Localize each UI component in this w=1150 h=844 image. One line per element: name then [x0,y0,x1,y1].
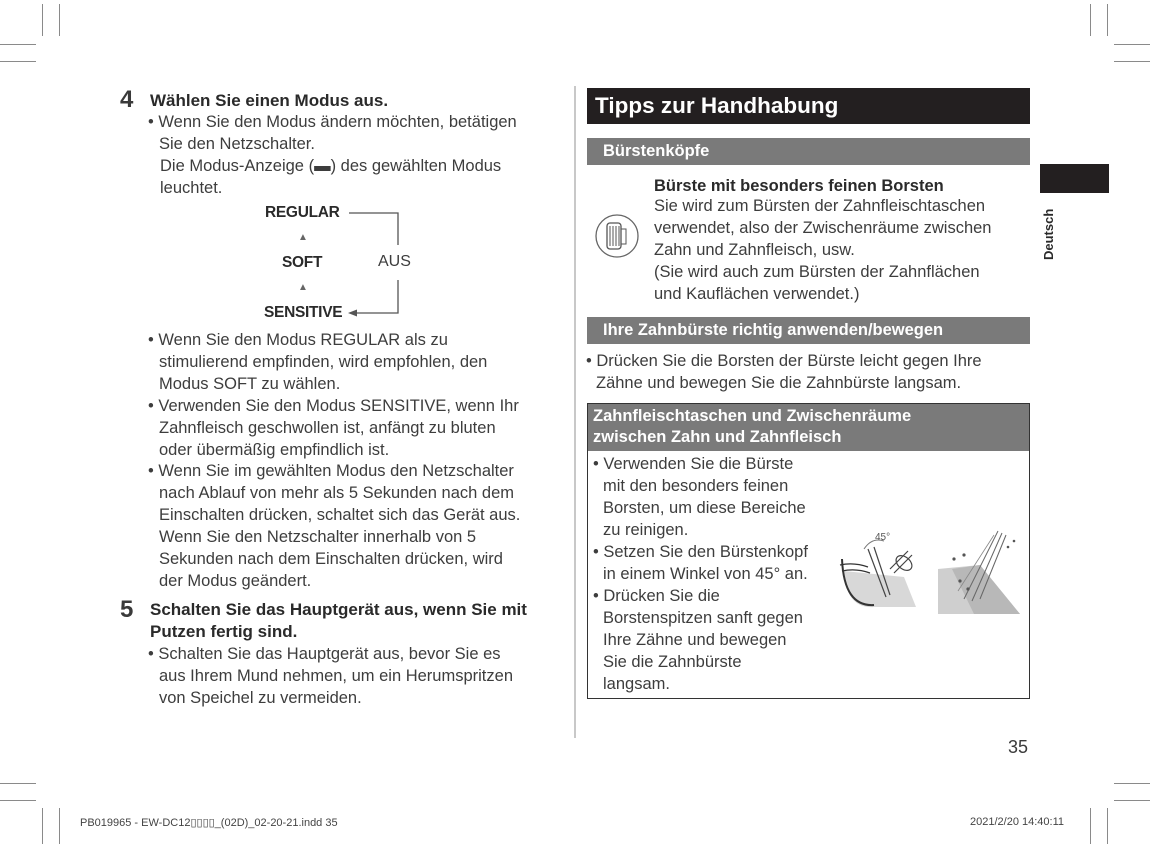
crop-mark [1090,4,1091,36]
step-4-bullet-1: • Wenn Sie den Modus ändern möchten, betätigen Sie den Netzschalter. [148,111,579,155]
crop-mark [1107,808,1108,844]
crop-mark [59,4,60,36]
bristle-detail-illustration [934,529,1024,619]
step-4-bullet-3: • Verwenden Sie den Modus SENSITIVE, wenn Ihr Zahnfleisch geschwollen ist, anfängt zu bluten oder übermäßig empfindlich ist. [148,395,579,461]
gum-pockets-bullet-3: • Drücken Sie die Borstenspitzen sanft gegen Ihre Zähne und bewegen Sie die Zahnbürste langsam. [593,585,853,695]
angle-label: 45° [875,532,891,543]
crop-mark [42,4,43,36]
gum-pockets-bullet-1: • Verwenden Sie die Bürste mit den besonders feinen Borsten, um diese Bereiche zu reinigen. [593,453,853,541]
step-5-bullet-1: • Schalten Sie das Hauptgerät aus, bevor Sie es aus Ihrem Mund nehmen, um ein Herumspritzen von Speichel zu vermeiden. [148,643,579,709]
brush-head-icon [593,211,641,261]
mode-off-label: AUS [378,253,411,270]
crop-mark [59,808,60,844]
page-number: 35 [1008,737,1029,757]
crop-mark [1114,800,1150,801]
language-tab-marker [1040,164,1109,193]
crop-mark [1114,783,1150,784]
step-4-bullet-4: • Wenn Sie im gewählten Modus den Netzschalter nach Ablauf von mehr als 5 Sekunden nach dem Einschalten drücken, schaltet sich das Gerät aus. Wenn Sie den Netzschalter innerhalb von 5 Sekunden nach dem Einschalten drücken, wird der Modus geändert. [148,460,579,592]
language-tab-label: Deutsch [1041,208,1056,260]
mode-sensitive-label: SENSITIVE [264,304,343,321]
step-4-number: 4 [120,86,134,113]
extra-fine-brush-text: Sie wird zum Bürsten der Zahnfleischtaschen verwendet, also der Zwischenräume zwischen Zahn und Zahnfleisch, usw. (Sie wird auch zum Bürsten der Zahnflächen und Kauflächen verwendet.) [654,197,992,303]
mode-cycle-connector [340,205,410,320]
mode-regular-label: REGULAR [265,204,340,221]
step-5-title: Schalten Sie das Hauptgerät aus, wenn Sie mit Putzen fertig sind. [150,600,527,641]
crop-mark [1114,44,1150,45]
crop-mark [0,800,36,801]
column-divider [574,86,576,738]
section-usage-heading: Ihre Zahnbürste richtig anwenden/bewegen [587,317,1030,344]
crop-mark [42,808,43,844]
crop-mark [1114,61,1150,62]
step-4-mode-indicator-note: Die Modus-Anzeige (▬) des gewählten Modus leuchtet. [160,157,502,197]
arrow-up-icon: ▲ [298,282,308,293]
usage-bullet: • Drücken Sie die Borsten der Bürste leicht gegen Ihre Zähne und bewegen Sie die Zahnbürste langsam. [586,350,1040,394]
crop-mark [1090,808,1091,844]
crop-mark [0,61,36,62]
section-brush-heads-heading: Bürstenköpfe [587,138,1030,165]
crop-mark [0,44,36,45]
footer-file-info: PB019965 - EW-DC12▯▯▯▯_(02D)_02-20-21.indd 35 [80,817,338,829]
step-4-bullet-2: • Wenn Sie den Modus REGULAR als zu stimulierend empfinden, wird empfohlen, den Modus SOFT zu wählen. [148,329,579,395]
step-4-title: Wählen Sie einen Modus aus. [150,91,389,110]
gum-pockets-box [587,403,1030,699]
step-5-number: 5 [120,596,134,623]
crop-mark [1107,4,1108,36]
crop-mark [0,783,36,784]
footer-datetime: 2021/2/20 14:40:11 [970,816,1064,828]
main-heading: Tipps zur Handhabung [587,88,1030,124]
arrow-up-icon: ▲ [298,232,308,243]
mode-soft-label: SOFT [282,254,323,271]
gum-pockets-bullet-2: • Setzen Sie den Bürstenkopf in einem Winkel von 45° an. [593,541,853,585]
gum-pockets-heading: Zahnfleischtaschen und Zwischenräume zwischen Zahn und Zahnfleisch [588,404,1029,451]
extra-fine-brush-title: Bürste mit besonders feinen Borsten [654,177,944,195]
